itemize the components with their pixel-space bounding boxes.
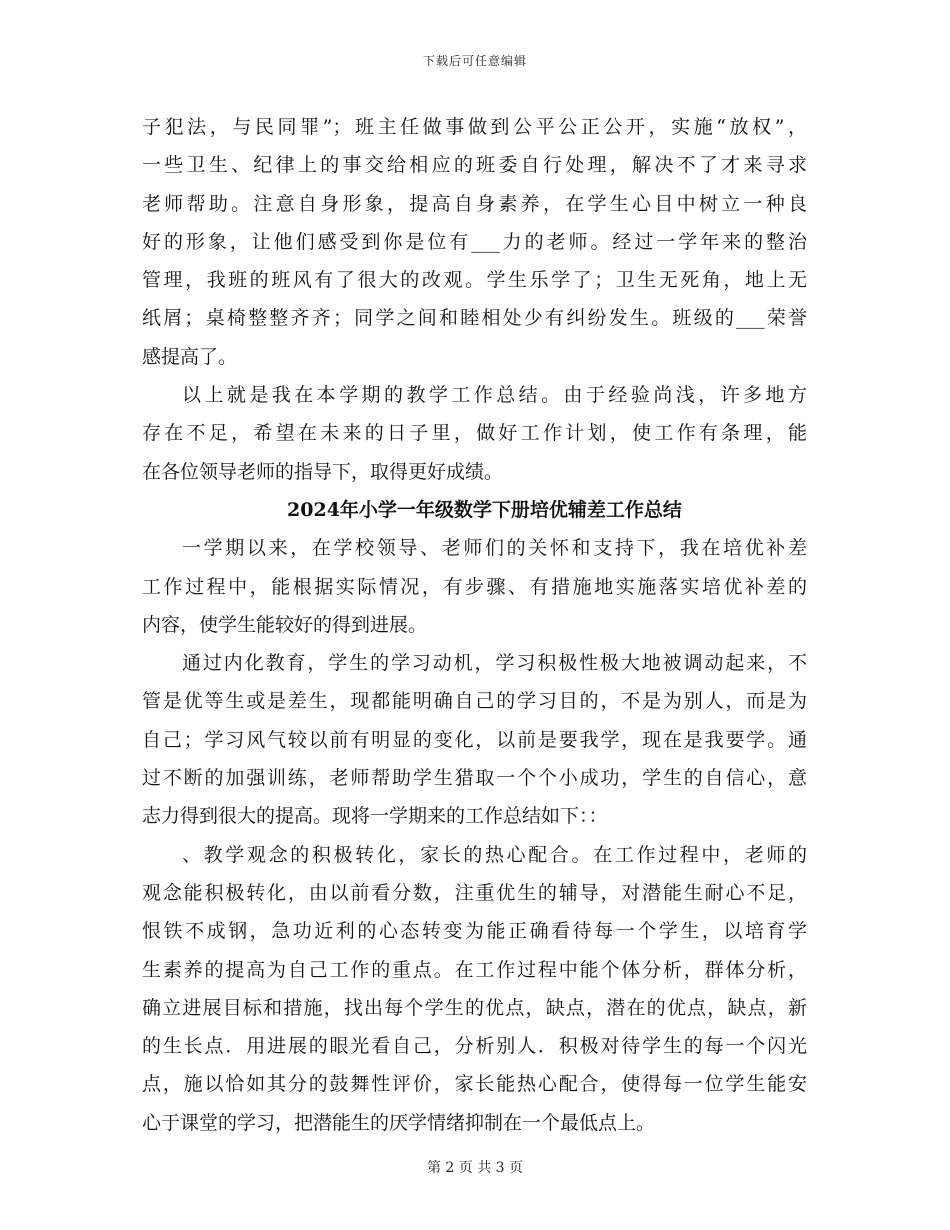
text-line: 恨铁不成钢，急功近利的心态转变为能正确看待每一个学生，以培育学 <box>142 920 807 943</box>
paragraph-motivation <box>142 644 807 835</box>
text-line: 管理，我班的班风有了很大的改观。学生乐学了；卫生无死角，地上无 <box>142 269 807 292</box>
text-line: 心于课堂的学习，把潜能生的厌学情绪抑制在一个最低点上。 <box>142 1111 656 1134</box>
text-line: 感提高了。 <box>142 345 238 368</box>
text-line: 以上就是我在本学期的教学工作总结。由于经验尚浅，许多地方 <box>182 384 807 407</box>
text-line: 志力得到很大的提高。现将一学期来的工作总结如下：： <box>142 805 608 828</box>
paragraph-teaching-concept <box>142 836 807 1142</box>
text-line: 工作过程中，能根据实际情况，有步骤、有措施地实施落实培优补差的 <box>142 575 807 598</box>
text-line: 子犯法，与民同罪”；班主任做事做到公平公正公开，实施“放权”， <box>142 116 807 138</box>
text-line: 通过内化教育，学生的学习动机，学习积极性极大地被调动起来，不 <box>182 652 807 675</box>
text-line: 生素养的提高为自己工作的重点。在工作过程中能个体分析，群体分析， <box>142 958 807 981</box>
text-line: 自己；学习风气较以前有明显的变化，以前是要我学，现在是我要学。通 <box>142 728 807 751</box>
text-line: 管是优等生或是差生，现都能明确自己的学习目的，不是为别人，而是为 <box>142 690 807 713</box>
text-line: 纸屑；桌椅整整齐齐；同学之间和睦相处少有纠纷发生。班级的___荣誉 <box>142 307 807 330</box>
paragraph-continued <box>142 108 807 376</box>
text-line: 内容，使学生能较好的得到进展。 <box>142 613 428 636</box>
text-line: 过不断的加强训练，老师帮助学生猎取一个个小成功，学生的自信心，意 <box>142 767 807 790</box>
text-line: 存在不足，希望在未来的日子里，做好工作计划，使工作有条理，能 <box>142 422 807 445</box>
text-line: 确立进展目标和措施，找出每个学生的优点，缺点，潜在的优点，缺点，新 <box>142 996 807 1019</box>
text-line: 点，施以恰如其分的鼓舞性评价，家长能热心配合，使得每一位学生能安 <box>142 1073 807 1096</box>
document-body <box>142 108 807 1142</box>
page-header: 下载后可任意编辑 <box>422 54 527 68</box>
text-line: 老师帮助。注意自身形象，提高自身素养，在学生心目中树立一种良 <box>142 192 807 215</box>
text-line: 在各位领导老师的指导下，取得更好成绩。 <box>142 460 504 483</box>
page-footer: 第 2 页 共 3 页 <box>426 1160 524 1176</box>
section-title: 2024年小学一年级数学下册培优辅差工作总结 <box>287 498 682 521</box>
text-line: 好的形象，让他们感受到你是位有___力的老师。经过一学年来的整治 <box>142 230 807 253</box>
text-line: 、教学观念的积极转化，家长的热心配合。在工作过程中，老师的 <box>182 843 807 866</box>
text-line: 观念能积极转化，由以前看分数，注重优生的辅导，对潜能生耐心不足， <box>142 881 807 904</box>
text-line: 的生长点．用进展的眼光看自己，分析别人．积极对待学生的每一个闪光 <box>142 1035 807 1058</box>
text-line: 一些卫生、纪律上的事交给相应的班委自行处理，解决不了才来寻求 <box>142 154 807 177</box>
paragraph-intro <box>142 529 807 644</box>
paragraph-closing <box>142 376 807 491</box>
text-line: 一学期以来，在学校领导、老师们的关怀和支持下，我在培优补差 <box>182 537 807 560</box>
